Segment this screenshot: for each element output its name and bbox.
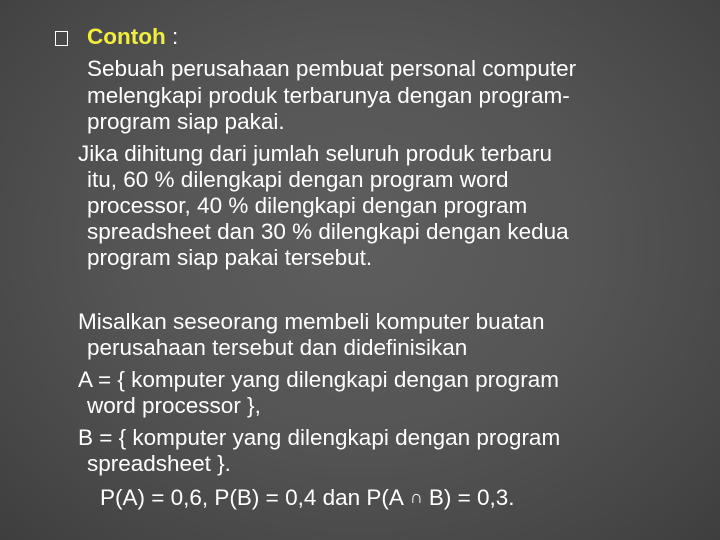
text-line: itu, 60 % dilengkapi dengan program word: [87, 167, 509, 192]
text-line: A = { komputer yang dilengkapi dengan program: [78, 367, 559, 392]
heading-label: Contoh: [87, 24, 166, 49]
probability-text-before: P(A) = 0,6, P(B) = 0,4 dan P(A: [100, 485, 404, 510]
text-line: melengkapi produk terbarunya dengan program-: [87, 83, 570, 108]
text-line: Sebuah perusahaan pembuat personal computer: [87, 56, 577, 81]
text-line: Jika dihitung dari jumlah seluruh produk terbaru: [78, 141, 553, 166]
text-line: program siap pakai tersebut.: [87, 245, 373, 270]
text-line: B = { komputer yang dilengkapi dengan program: [78, 425, 561, 450]
probability-text-after: B) = 0,3.: [428, 485, 515, 510]
text-line: spreadsheet }.: [87, 451, 231, 476]
text-line: program siap pakai.: [87, 109, 285, 134]
text-line: word processor },: [87, 393, 261, 418]
bullet-icon: [55, 31, 68, 46]
intersection-symbol: ∩: [409, 487, 423, 507]
text-line: perusahaan tersebut dan didefinisikan: [87, 335, 468, 360]
heading-colon: :: [165, 24, 179, 49]
heading-line: [87, 25, 178, 49]
text-line: spreadsheet dan 30 % dilengkapi dengan kedua: [87, 219, 569, 244]
probability-line: [100, 485, 515, 510]
text-line: processor, 40 % dilengkapi dengan program: [87, 193, 528, 218]
text-line: Misalkan seseorang membeli komputer buatan: [78, 309, 545, 334]
